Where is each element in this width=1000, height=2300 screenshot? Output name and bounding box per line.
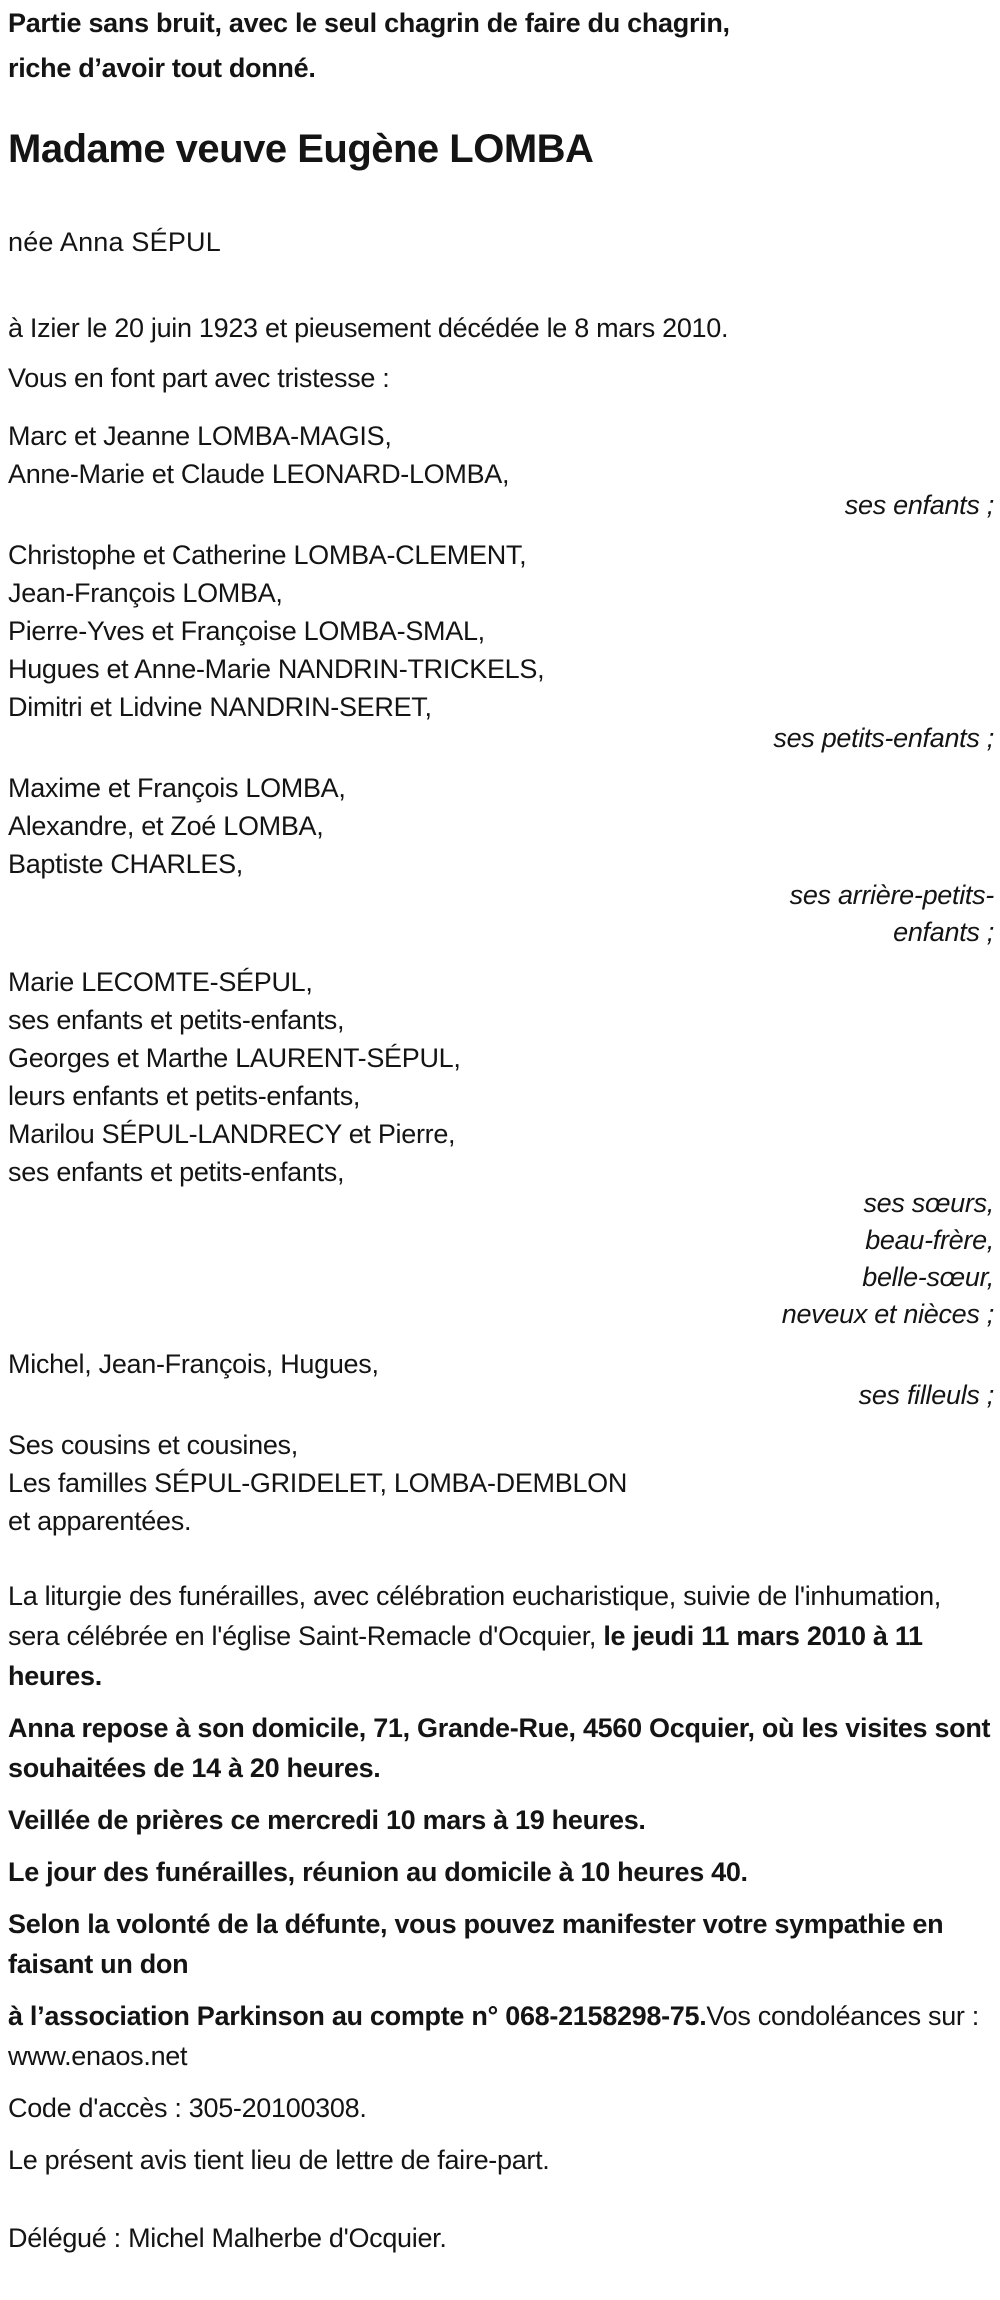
relation-line: ses arrière-petits-	[789, 880, 994, 910]
family-member-line: Hugues et Anne-Marie NANDRIN-TRICKELS,	[8, 654, 545, 684]
vigil-paragraph: Veillée de prières ce mercredi 10 mars à 19 heures.	[8, 1805, 646, 1835]
family-member-line: Michel, Jean-François, Hugues,	[8, 1349, 379, 1379]
faire-part-note: Le présent avis tient lieu de lettre de faire-part.	[8, 2145, 550, 2175]
family-member-line: Marilou SÉPUL-LANDRECY et Pierre,	[8, 1119, 456, 1149]
deceased-name-title: Madame veuve Eugène LOMBA	[8, 127, 594, 171]
family-member-line: ses enfants et petits-enfants,	[8, 1005, 345, 1035]
family-group	[8, 1426, 994, 1540]
family-member-line: Pierre-Yves et Françoise LOMBA-SMAL,	[8, 616, 485, 646]
family-member-line: Ses cousins et cousines,	[8, 1430, 298, 1460]
family-member-line: leurs enfants et petits-enfants,	[8, 1081, 361, 1111]
family-member-line: et apparentées.	[8, 1506, 192, 1536]
liturgy-text: La liturgie des funérailles, avec célébration eucharistique, suivie de l'inhumation, sera célébrée en l'église Saint-Remacle d'Ocquier,	[8, 1581, 942, 1651]
relation-line: belle-sœur,	[862, 1262, 994, 1292]
announcement-intro: Vous en font part avec tristesse :	[8, 363, 390, 393]
epigraph-line-2: riche d’avoir tout donné.	[8, 53, 316, 83]
family-member-line: Jean-François LOMBA,	[8, 578, 283, 608]
family-member-line: Dimitri et Lidvine NANDRIN-SERET,	[8, 692, 432, 722]
repose-paragraph: Anna repose à son domicile, 71, Grande-Rue, 4560 Ocquier, où les visites sont souhaitées de 14 à 20 heures.	[8, 1713, 991, 1783]
family-group	[8, 1345, 994, 1414]
relation-line: beau-frère,	[865, 1225, 994, 1255]
family-group	[8, 536, 994, 757]
gathering-paragraph: Le jour des funérailles, réunion au domicile à 10 heures 40.	[8, 1857, 748, 1887]
relation-line: ses filleuls ;	[858, 1380, 994, 1410]
family-member-line: Alexandre, et Zoé LOMBA,	[8, 811, 324, 841]
relation-line: ses petits-enfants ;	[773, 723, 994, 753]
relation-line: neveux et nièces ;	[781, 1299, 994, 1329]
relation-line: ses sœurs,	[863, 1188, 994, 1218]
donation-paragraph: Selon la volonté de la défunte, vous pouvez manifester votre sympathie en faisant un don	[8, 1909, 944, 1979]
relation-line: enfants ;	[893, 917, 994, 947]
family-group	[8, 417, 994, 524]
family-groups	[8, 417, 994, 1540]
liturgy-datetime: le jeudi 11 mars 2010 à 11 heures.	[8, 1621, 923, 1691]
family-member-line: Marc et Jeanne LOMBA-MAGIS,	[8, 421, 392, 451]
family-member-line: Maxime et François LOMBA,	[8, 773, 346, 803]
family-member-line: Anne-Marie et Claude LEONARD-LOMBA,	[8, 459, 510, 489]
condolences-website-text: Vos condoléances sur : www.enaos.net	[8, 2001, 979, 2071]
family-member-line: Christophe et Catherine LOMBA-CLEMENT,	[8, 540, 527, 570]
epigraph	[8, 4, 994, 87]
relation-label	[8, 877, 994, 951]
family-group	[8, 963, 994, 1333]
birth-death-dates: à Izier le 20 juin 1923 et pieusement décédée le 8 mars 2010.	[8, 313, 729, 343]
family-member-line: Baptiste CHARLES,	[8, 849, 243, 879]
funeral-details	[8, 1576, 994, 2258]
relation-label	[8, 1185, 994, 1333]
family-group	[8, 769, 994, 951]
maiden-name: née Anna SÉPUL	[8, 227, 221, 257]
family-member-line: ses enfants et petits-enfants,	[8, 1157, 345, 1187]
family-member-line: Georges et Marthe LAURENT-SÉPUL,	[8, 1043, 461, 1073]
liturgy-paragraph	[8, 1576, 994, 1696]
epigraph-line-1: Partie sans bruit, avec le seul chagrin de faire du chagrin,	[8, 8, 730, 38]
access-code: Code d'accès : 305-20100308.	[8, 2093, 367, 2123]
relation-line: ses enfants ;	[844, 490, 994, 520]
family-member-line: Les familles SÉPUL-GRIDELET, LOMBA-DEMBLON	[8, 1468, 628, 1498]
account-condolences-paragraph	[8, 1996, 994, 2076]
donation-account-number: à l’association Parkinson au compte n° 068-2158298-75.	[8, 2001, 707, 2031]
family-member-line: Marie LECOMTE-SÉPUL,	[8, 967, 313, 997]
delegate-line: Délégué : Michel Malherbe d'Ocquier.	[8, 2223, 447, 2253]
